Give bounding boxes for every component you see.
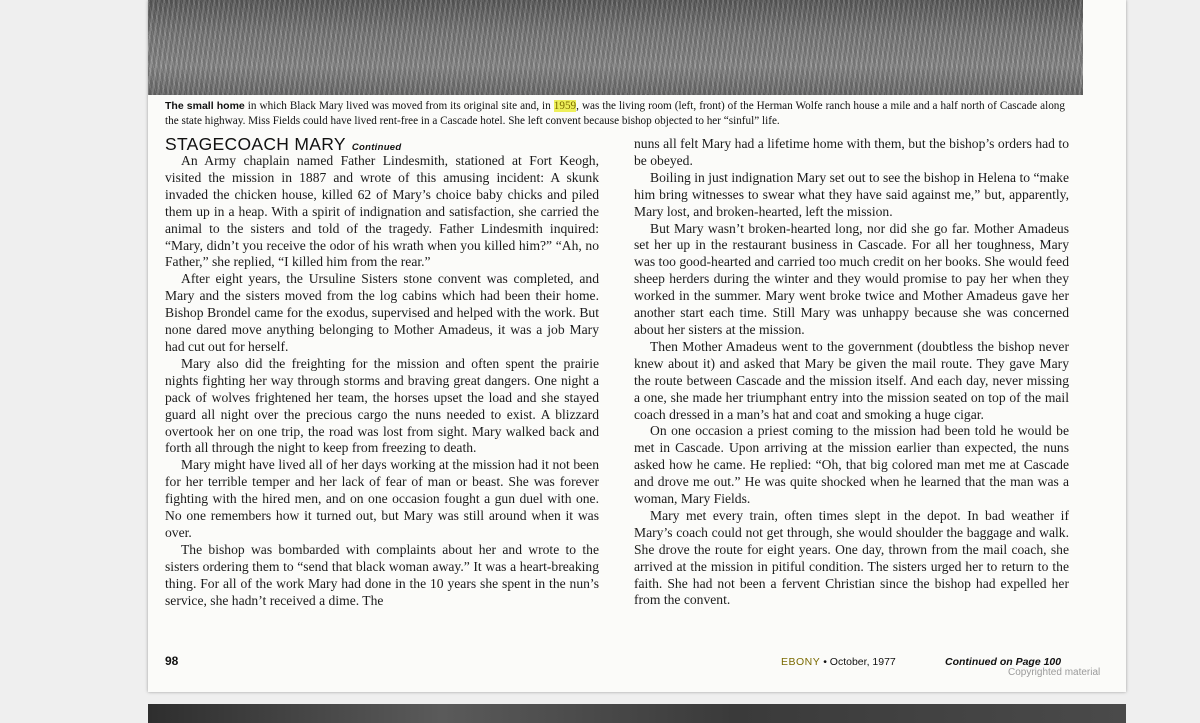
photo-caption xyxy=(165,99,1065,129)
right-paragraph: nuns all felt Mary had a lifetime home with them, but the bishop’s orders had to be obeyed. xyxy=(634,136,1069,168)
right-paragraph: Boiling in just indignation Mary set out to see the bishop in Helena to “make him bring witnesses to swear what they have said against me,” but, apparently, Mary lost, and broken-hearted, left the mission. xyxy=(634,169,1069,219)
right-paragraph: On one occasion a priest coming to the mission had been told he would be met in Cascade. Upon arriving at the mission earlier than expected, the nuns asked how he came. He replied: “Oh, that big colored man met me at Cascade and drove me out.” He was quite shocked when he learned that the man was a woman, Mary Fields. xyxy=(634,423,1069,507)
caption-lead: The small home xyxy=(165,100,245,112)
right-paragraph: But Mary wasn’t broken-hearted long, nor did she go far. Mother Amadeus set her up in the restaurant business in Cascade. For all her toughness, Mary was too good-hearted and carried too much credit on her books. She would feed sheep herders during the winter and they would promise to pay her when they worked in the summer. Mary went broke twice and Mother Amadeus gave her another start each time. Still Mary was unhappy because she was concerned about her sisters at the mission. xyxy=(634,220,1069,337)
bullet-separator: • xyxy=(823,656,827,668)
photo-margin xyxy=(1083,0,1126,95)
copyright-watermark: Copyrighted material xyxy=(1008,667,1101,678)
caption-text-after: , was the living room (left, front) of the Herman Wolfe ranch house a mile and a half north of Cascade along the state highway. Miss Fields could have lived rent-free in a Cascade hotel. She left convent because bishop objected to her “sinful” life. xyxy=(165,100,1065,127)
article-headline xyxy=(165,134,402,155)
continued-on-link: Continued on Page 100 xyxy=(945,656,1062,668)
left-paragraph: The bishop was bombarded with complaints about her and wrote to the sisters ordering them to “send that black woman away.” It was a heart-breaking thing. For all of the work Mary had done in the 10 years she spent in the nun’s service, she hadn’t received a dime. The xyxy=(165,541,599,608)
magazine-page xyxy=(148,0,1126,692)
next-page-preview xyxy=(148,704,1126,723)
right-paragraph: Mary met every train, often times slept in the depot. In bad weather if Mary’s coach could not get through, she would shoulder the baggage and walk. She drove the route for eight years. One day, thrown from the mail coach, she arrived at the mission in pitiful condition. The sisters urged her to return to the faith. She had not been a fervent Christian since the bishop had expelled her from the convent. xyxy=(634,507,1069,608)
issue-date: October, 1977 xyxy=(829,656,896,668)
left-paragraph: Mary might have lived all of her days working at the mission had it not been for her terrible temper and her lack of fear of man or beast. She was forever fighting with the hired men, and on one occasion fought a gun duel with one. No one remembers how it turned out, but Mary was still around when it was over. xyxy=(165,457,599,540)
left-column xyxy=(165,153,599,609)
right-paragraph: Then Mother Amadeus went to the government (doubtless the bishop never knew about it) and asked that Mary be given the mail route. They gave Mary the route between Cascade and the mission itself. And each day, never missing a one, she made her triumphant entry into the mission seated on top of the mail coach dressed in a man’s hat and coat and smoking a huge cigar. xyxy=(634,338,1069,422)
caption-highlighted-year: 1959 xyxy=(553,100,577,112)
left-paragraph: Mary also did the freighting for the mission and often spent the prairie nights fighting her way through storms and braving great dangers. One night a pack of wolves frightened her team, the horses upset the load and she stayed guard all night over the precious cargo the nuns needed to exist. A blizzard overtook her on one trip, the road was lost from sight. Mary walked back and forth all through the night to keep from freezing to death. xyxy=(165,355,599,456)
page-number: 98 xyxy=(165,654,179,668)
publication-line xyxy=(781,656,896,668)
headline-continued: Continued xyxy=(351,142,402,153)
right-column xyxy=(634,136,1069,609)
left-paragraph: After eight years, the Ursuline Sisters stone convent was completed, and Mary and the sisters moved from the log cabins which had been their home. Bishop Brondel came for the exodus, supervised and helped with the work. But none dared move anything belonging to Mother Amadeus, it was a job Mary had cut out for herself. xyxy=(165,271,599,354)
caption-text-before: in which Black Mary lived was moved from its original site and, in xyxy=(244,100,554,112)
left-paragraph: An Army chaplain named Father Lindesmith, stationed at Fort Keogh, visited the mission in 1887 and wrote of this amusing incident: A skunk invaded the chicken house, killed 62 of Mary’s choice baby chicks and piled them up in a heap. With a spirit of indignation and satisfaction, she carried the animal to the sisters and told of the tragedy. Father Lindesmith inquired: “Mary, didn’t you receive the odor of his wrath when you killed him?” “Ah, no Father,” she replied, “I killed him from the rear.” xyxy=(165,153,599,270)
landscape-photo xyxy=(148,0,1083,95)
headline-title: STAGECOACH MARY xyxy=(165,134,346,154)
magazine-name: EBONY xyxy=(781,656,821,668)
